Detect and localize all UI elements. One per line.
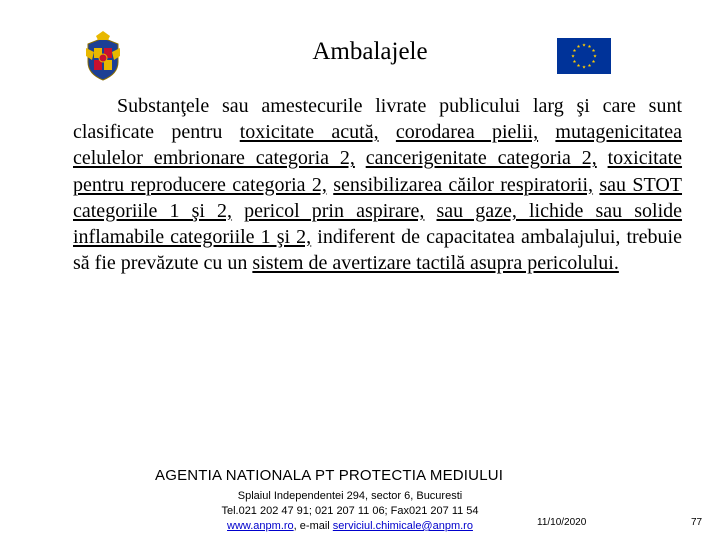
footer-web-line (180, 519, 520, 534)
romania-coat-of-arms-icon (84, 30, 122, 82)
footer-address: Splaiul Independentei 294, sector 6, Bucuresti (237, 490, 463, 502)
underlined-term: sau gaze, lichide sau solide inflamabile categoriile 1 şi 2, (73, 199, 683, 249)
body-text (232, 200, 244, 222)
underlined-term: cancerigenitate categoria 2, (365, 147, 597, 170)
underlined-term: corodarea pielii, (395, 121, 539, 144)
body-text (379, 121, 396, 143)
eu-flag-icon (557, 38, 611, 74)
underlined-term: sistem de avertizare tactilă asupra pericolului. (252, 252, 619, 275)
underlined-term: pericol prin aspirare, (244, 199, 425, 222)
agency-name: AGENTIA NATIONALA PT PROTECTIA MEDIULUI (155, 467, 504, 484)
body-text: Substanţele sau amestecurile livrate publicului larg şi care sunt clasificate pentru (73, 95, 682, 144)
underlined-term: toxicitate pentru reproducere categoria 2, (73, 147, 683, 196)
website-link[interactable]: www.anpm.ro (227, 520, 294, 532)
body-paragraph (73, 93, 682, 276)
underlined-term: mutagenicitatea celulelor embrionare categoria 2, (73, 121, 682, 170)
page-title: Ambalajele (312, 38, 428, 65)
email-label: , e-mail (293, 520, 333, 532)
body-text (355, 147, 366, 169)
body-text (424, 200, 436, 222)
body-text (597, 147, 608, 169)
footer-contact (180, 489, 520, 534)
underlined-term: sau STOT categoriile 1 şi 2, (73, 173, 683, 222)
slide-date: 11/10/2020 (537, 517, 587, 528)
underlined-term: sensibilizarea căilor respiratorii, (333, 173, 594, 196)
body-text (538, 121, 555, 143)
underlined-term: toxicitate acută, (239, 121, 379, 144)
body-text: indiferent de capacitatea ambalajului, trebuie să fie prevăzute cu un (73, 226, 682, 275)
email-link[interactable]: serviciul.chimicale@anpm.ro (332, 520, 473, 532)
page-number: 77 (691, 517, 703, 528)
footer-phone: Tel.021 202 47 91; 021 207 11 06; Fax021 207 11 54 (221, 505, 479, 517)
